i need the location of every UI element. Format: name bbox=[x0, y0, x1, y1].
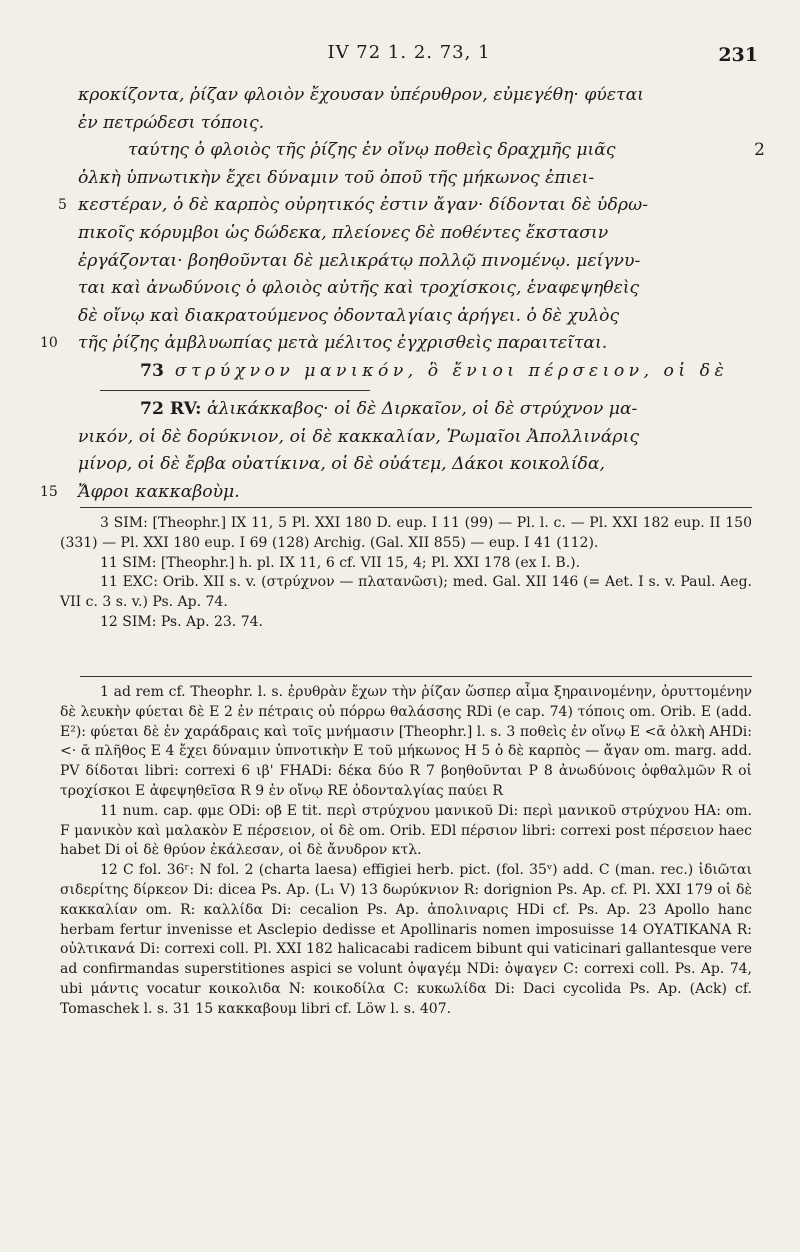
line-text: μίνορ, οἱ δὲ ἔρβα οὐατίκινα, οἱ δὲ οὐάτεμ, Δάκοι κοικολίδα, bbox=[78, 454, 605, 475]
text-line bbox=[78, 396, 753, 424]
testimonia-entry: 11 SIM: [Theophr.] h. pl. IX 11, 6 cf. VII 15, 4; Pl. XXI 178 (ex I. B.). bbox=[100, 554, 581, 571]
synonyms-text bbox=[40, 396, 753, 506]
line-text: τῆς ῥίζης ἀμβλυωπίας μετὰ μέλιτος ἐγχρισθεὶς παραιτεῖται. bbox=[78, 333, 608, 354]
main-text bbox=[40, 82, 765, 386]
line-number: 10 bbox=[40, 335, 58, 352]
text-line bbox=[40, 330, 753, 358]
line-text: ὁλκὴ ὑπνωτικὴν ἔχει δύναμιν τοῦ ὀποῦ τῆς μήκωνος ἐπιει- bbox=[78, 167, 595, 188]
text-line bbox=[78, 248, 753, 276]
text-line bbox=[40, 479, 753, 507]
line-text: κεστέραν, ὁ δὲ καρπὸς οὐρητικός ἐστιν ἄγαν· δίδονται δὲ ὑδρω- bbox=[78, 195, 649, 216]
text-line bbox=[78, 275, 753, 303]
line-number: 5 bbox=[58, 197, 68, 214]
separator-rule bbox=[80, 676, 752, 677]
text-line bbox=[78, 137, 765, 165]
line-text: δὲ οἴνῳ καὶ διακρατούμενος ὀδονταλγίαις ἀρήγει. ὁ δὲ χυλὸς bbox=[78, 305, 620, 326]
testimonia-entry: 11 EXC: Orib. XII s. v. (στρύχνον — πλατανῶσι); med. Gal. XII 146 (= Aet. I s. v. Paul. Aeg. VII c. 3 s. v.) Ps. Ap. 74. bbox=[60, 574, 752, 611]
text-line bbox=[58, 192, 753, 220]
line-text: πικοῖς κόρυμβοι ὡς δώδεκα, πλείονες δὲ ποθέντες ἔκστασιν bbox=[78, 222, 609, 243]
text-line bbox=[78, 165, 753, 193]
page-number: 231 bbox=[718, 44, 758, 66]
testimonia-entry: 3 SIM: [Theophr.] IX 11, 5 Pl. XXI 180 D. eup. I 11 (99) — Pl. l. c. — Pl. XXI 182 eup. II 150 (331) — Pl. XXI 180 eup. I 69 (128) Archig. (Gal. XII 855) — eup. I 41 (112). bbox=[60, 515, 752, 551]
chapter-lemma: στρύχνον μανικόν, ὃ ἔνιοι πέρσειον, οἱ δὲ bbox=[174, 360, 729, 381]
page-header bbox=[60, 42, 758, 72]
line-text: ται καὶ ἀνωδύνοις ὁ φλοιὸς αὐτῆς καὶ τροχίσκοις, ἑναφεψηθεὶς bbox=[78, 278, 640, 299]
line-text: ἁλικάκκαβος· οἱ δὲ Διρκαῖον, οἱ δὲ στρύχνον μα- bbox=[207, 399, 638, 419]
line-text: νικόν, οἱ δὲ δορύκνιον, οἱ δὲ κακκαλίαν, Ῥωμαῖοι Ἀπολλινάρις bbox=[78, 426, 640, 447]
critical-apparatus bbox=[60, 683, 752, 1020]
line-text: Ἄφροι κακκαβοὺμ. bbox=[78, 481, 240, 502]
line-text: ταύτης ὁ φλοιὸς τῆς ῥίζης ἐν οἴνῳ ποθεὶς δραχμῆς μιᾶς bbox=[128, 140, 616, 161]
text-line bbox=[78, 303, 753, 331]
line-text: κροκίζοντα, ῥίζαν φλοιὸν ἔχουσαν ὑπέρυθρον, εὐμεγέθη· φύεται bbox=[78, 85, 644, 105]
chapter-number: 73 bbox=[140, 360, 164, 381]
apparatus-entry: 12 C fol. 36ʳ: N fol. 2 (charta laesa) effigiei herb. pict. (fol. 35ᵛ) add. C (man. rec.) ἰδιῶται σιδερίτης δίρκεον Di: dicea Ps. Ap. (L₁ V) 13 δωρύκνιον R: dorignion Ps. Ap. cf. Pl. XXI 179 οἱ δὲ κακκαλίαν om. R: καλλίδα Di: cecalion Ps. Ap. ἀπολιναρις HDi cf. Ps. Ap. 23 Apollo hanc herbam fertur invenisse et Asclepio dedisse et Apollinaris nomen imposuisse 14 ΟΥΑΤΙΚΑΝΑ R: οὐλτικανά Di: correxi coll. Pl. XXI 182 halicacabi radicem bibunt qui vaticinari gallantesque vere ad confirmandas superstitiones aspici se volunt ὀψαγέμ NDi: ὀψαγεν C: correxi coll. Ps. Ap. 74, ubi μάντις vocatur κοικολιδα N: κοικοδίλα C: κυκωλίδα Di: Daci cycolida Ps. Ap. (Ack) cf. Tomaschek l. s. 31 15 κακκαβουμ libri cf. Löw l. s. 407. bbox=[60, 862, 752, 1017]
line-number: 15 bbox=[40, 483, 58, 500]
apparatus-entry: 1 ad rem cf. Theophr. l. s. ἐρυθρὰν ἔχων τὴν ῥίζαν ὥσπερ αἷμα ξηραινομένην, ὀρυττομένην δὲ λευκὴν φύεται δὲ E 2 ἐν πέτραις οὐ πόρρω θαλάσσης RDi (e cap. 74) τόποις om. Orib. E (add. E²): φύεται δὲ ἐν χαράδραις καὶ τοῖς μνήμασιν [Theophr.] l. s. 3 ποθεὶς ἐν οἴνῳ E <ᾱ ὁλκὴ AHDi: <· ᾱ πλῆθος E 4 ἔχει δύναμιν ὑπνοτικὴν E τοῦ μήκωνος H 5 ὁ δὲ καρπὸς — ἄγαν om. marg. add. PV δίδοται libri: correxi 6 ιβ' FHADi: δέκα δύο R 7 βοηθοῦνται P 8 ἀνωδύνοις ὀφθαλμῶν R οἱ τροχίσκοι E ἀφεψηθεῖσα R 9 ἐν οἴνῳ RE ὀδονταλγίας παύει R bbox=[60, 684, 752, 799]
chapter-heading-line bbox=[78, 358, 753, 386]
text-line bbox=[78, 110, 753, 138]
rv-label: 72 RV: bbox=[140, 399, 202, 419]
text-line bbox=[78, 220, 753, 248]
text-line bbox=[78, 82, 753, 110]
apparatus-entry: 11 num. cap. φμε ODi: οβ E tit. περὶ στρύχνου μανικοῦ Di: περὶ μανικοῦ στρύχνου HA: om. F μανικὸν καὶ μαλακὸν E πέρσειον, οἱ δὲ om. Orib. EDl πέρσιον libri: correxi post πέρσειον haec habet Di οἱ δὲ θρύον ἐκάλεσαν, οἱ δὲ ἄνυδρον κτλ. bbox=[60, 802, 752, 859]
separator-rule bbox=[80, 507, 752, 508]
testimonia-apparatus bbox=[60, 514, 752, 633]
separator-rule bbox=[100, 390, 370, 391]
line-text: ἐργάζονται· βοηθοῦνται δὲ μελικράτῳ πολλῷ πινομένῳ. μείγνυ- bbox=[78, 250, 641, 271]
running-head: IV 72 1. 2. 73, 1 bbox=[327, 42, 491, 63]
testimonia-entry: 12 SIM: Ps. Ap. 23. 74. bbox=[100, 613, 263, 630]
line-text: ἐν πετρώδεσι τόποις. bbox=[78, 112, 265, 133]
margin-number: 2 bbox=[754, 140, 765, 161]
text-line bbox=[78, 451, 753, 479]
text-line bbox=[78, 424, 753, 452]
